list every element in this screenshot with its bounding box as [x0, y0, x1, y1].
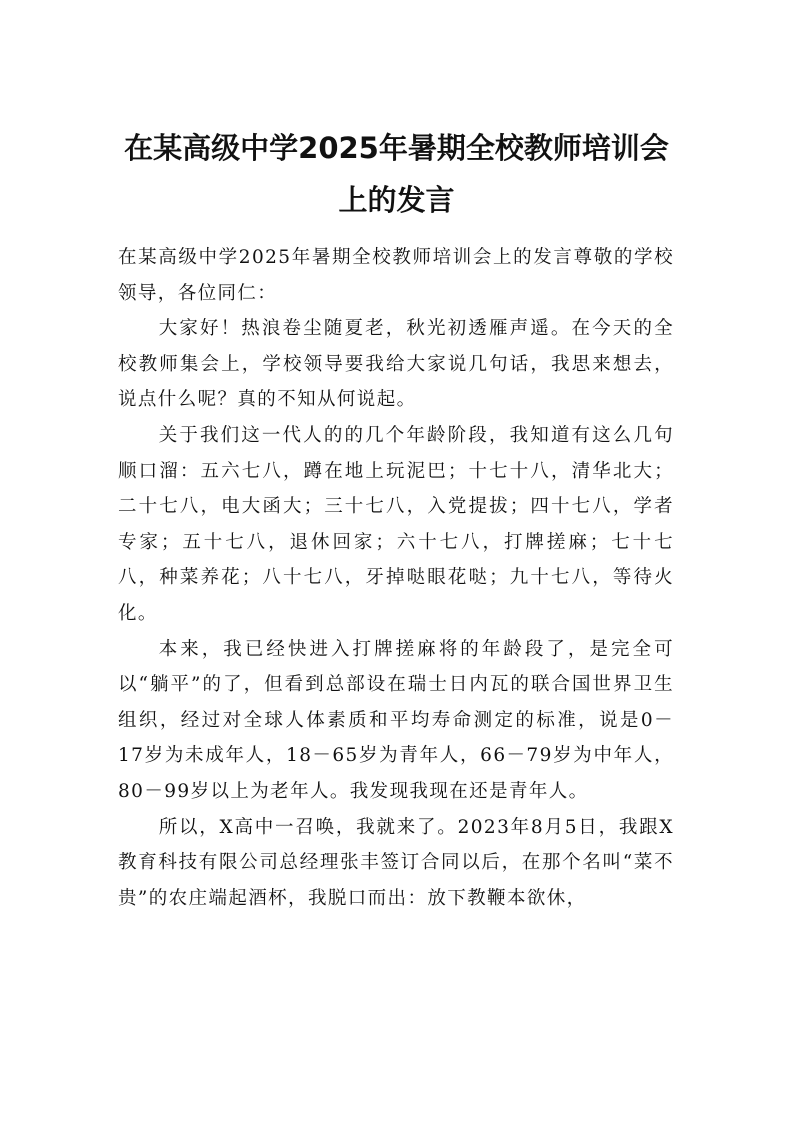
title-line-1: 在某高级中学2025年暑期全校教师培训会 [124, 131, 669, 165]
paragraph-greeting: 大家好！热浪卷尘随夏老，秋光初透雁声遥。在今天的全校教师集会上，学校领导要我给大家说几句话，我思来想去，说点什么呢？真的不知从何说起。 [118, 318, 674, 411]
paragraph-age-rhyme: 关于我们这一代人的的几个年龄阶段，我知道有这么几句顺口溜：五六七八，蹲在地上玩泥巴；十七十八，清华北大；二十七八，电大函大；三十七八，入党提拔；四十七八，学者专家；五十七八，退休回家；六十七八，打牌搓麻；七十七八，种菜养花；八十七八，牙掉哒眼花哒；九十七八，等待火化。 [118, 424, 674, 624]
title-line-2: 上的发言 [338, 183, 455, 217]
paragraph-opening: 在某高级中学2025年暑期全校教师培训会上的发言尊敬的学校领导，各位同仁： [118, 247, 674, 304]
paragraph-who-standard: 本来，我已经快进入打牌搓麻将的年龄段了，是完全可以“躺平”的了，但看到总部设在瑞士日内瓦的联合国世界卫生组织，经过对全球人体素质和平均寿命测定的标准，说是0－17岁为未成年人，18－65岁为青年人，66－79岁为中年人，80－99岁以上为老年人。我发现我现在还是青年人。 [118, 638, 674, 802]
paragraph-contract: 所以，X高中一召唤，我就来了。2023年8月5日，我跟X教育科技有限公司总经理张丰签订合同以后，在那个名叫“菜不贵”的农庄端起酒杯，我脱口而出：放下教鞭本欲休， [118, 816, 674, 909]
document-title [100, 122, 693, 226]
document-body [118, 240, 674, 916]
